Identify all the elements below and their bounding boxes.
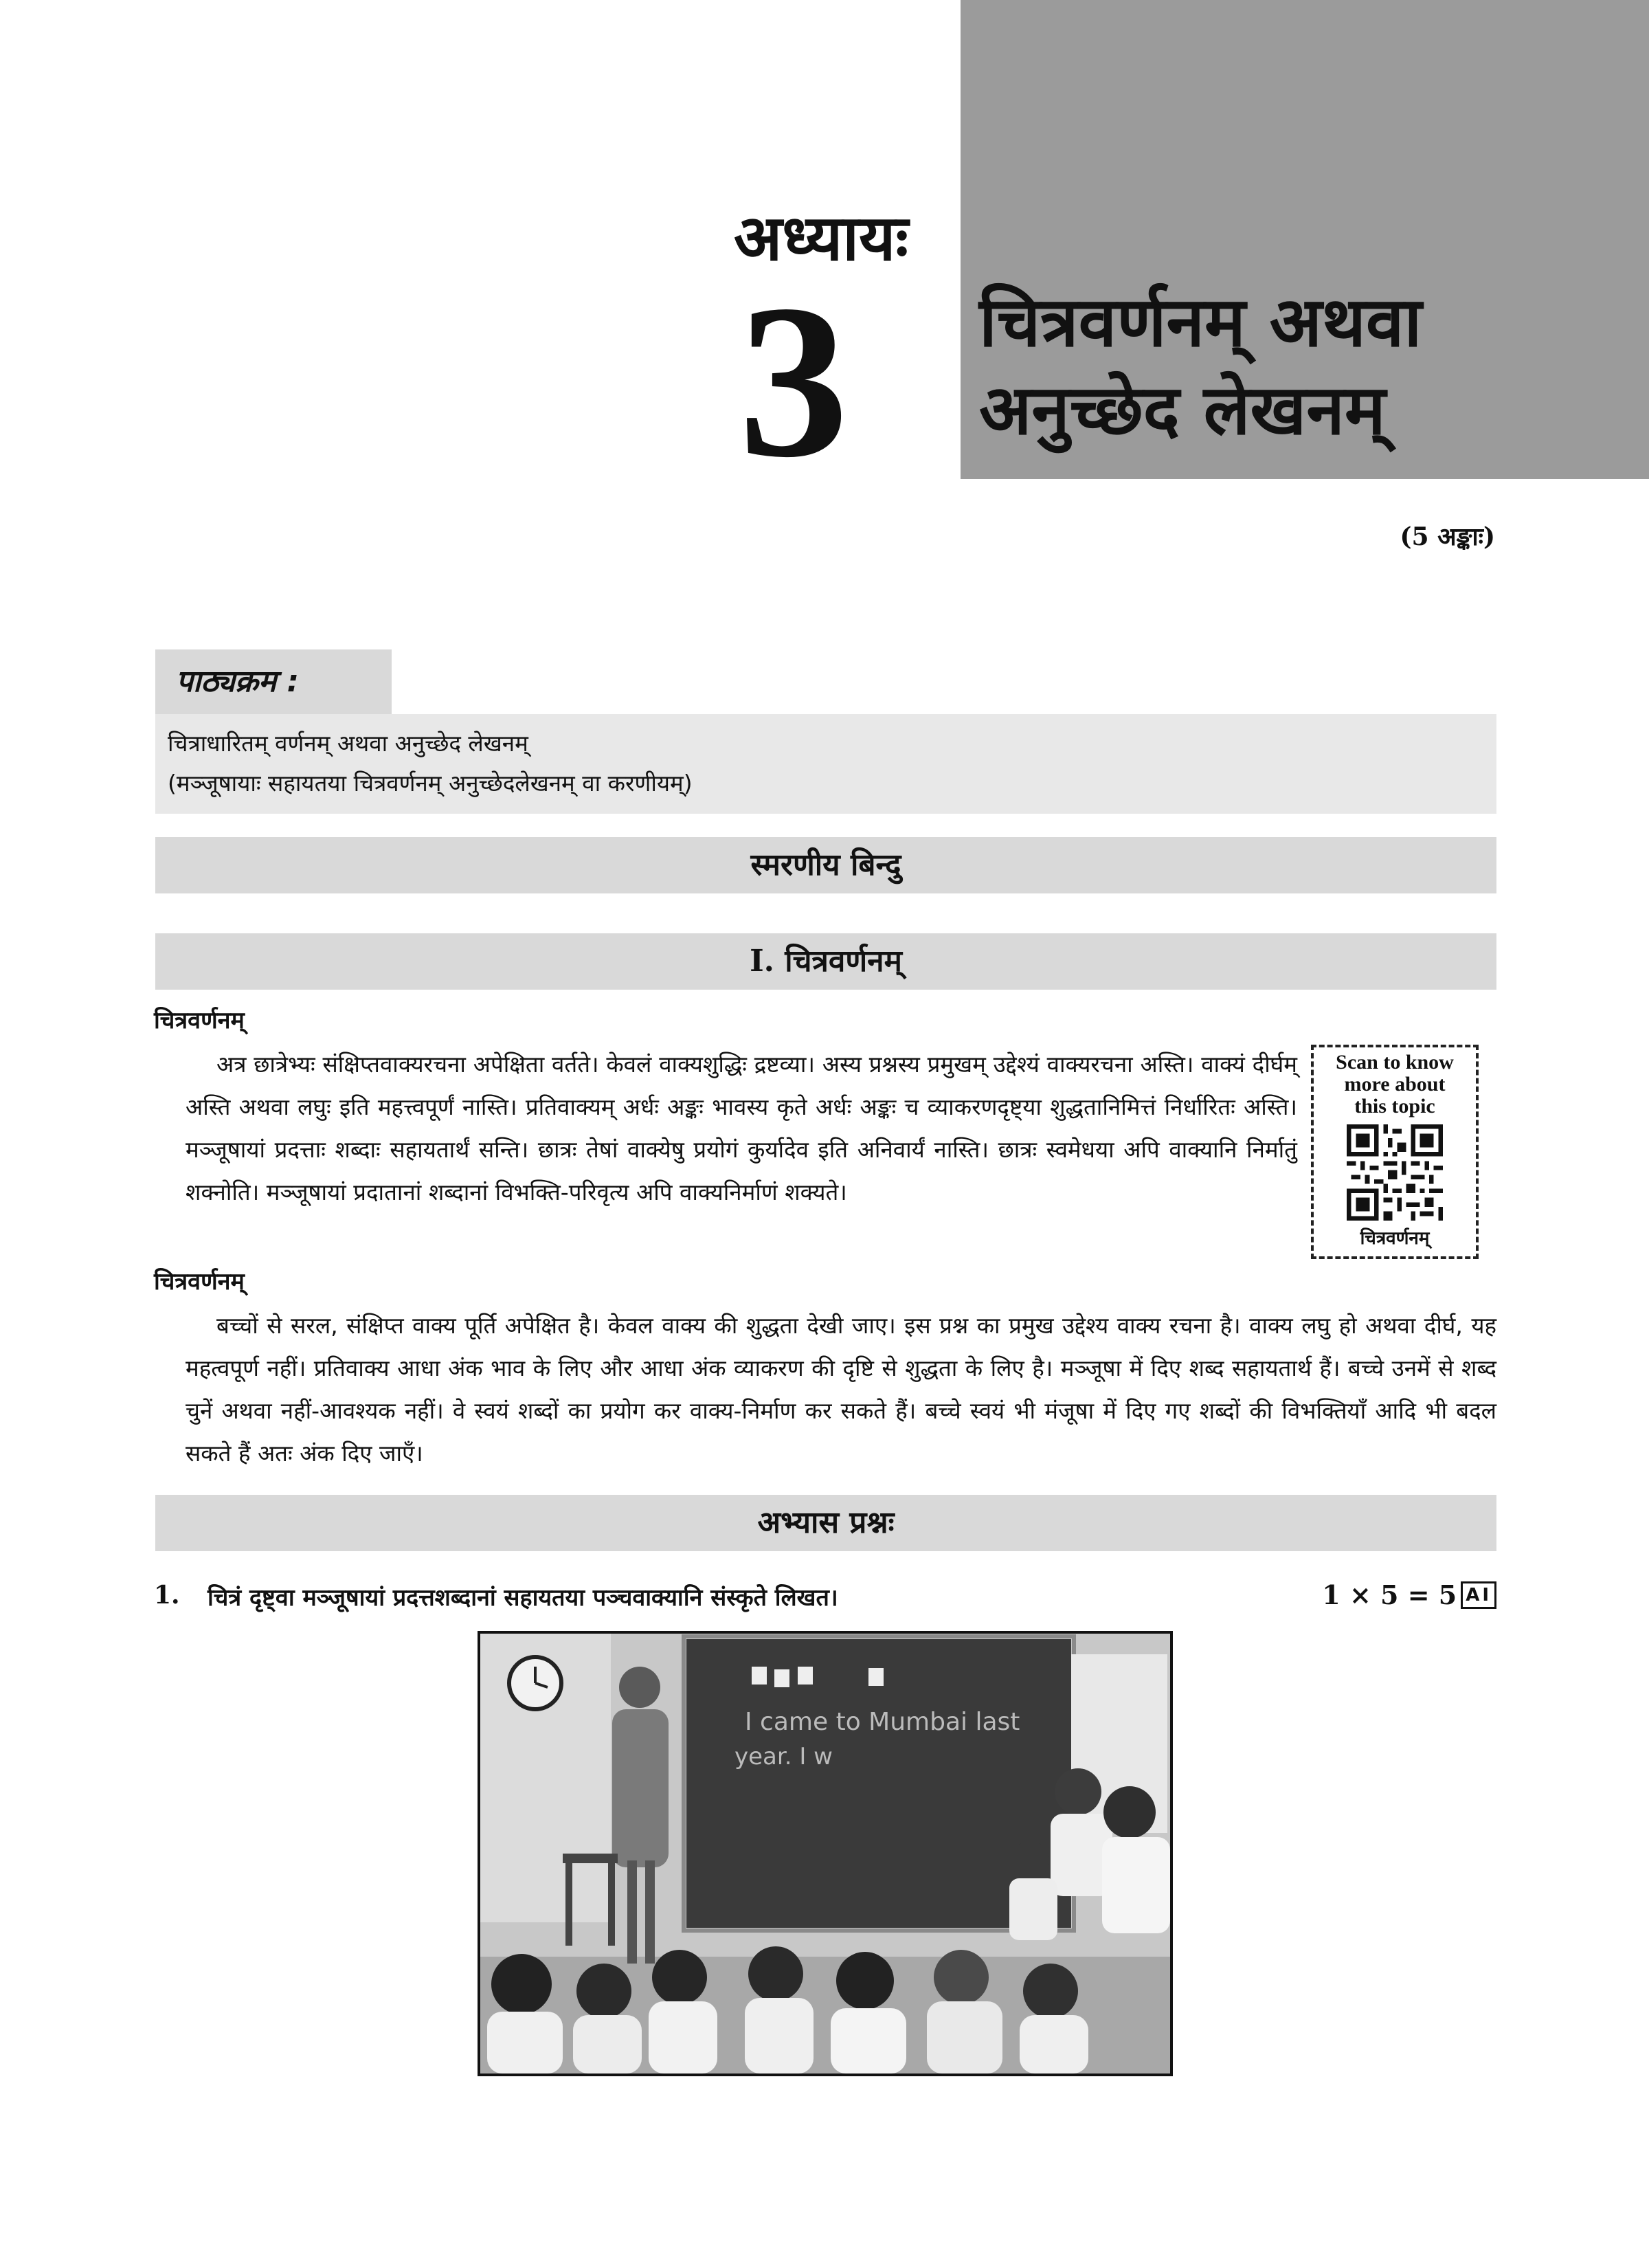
question-marks-value: 1 × 5 = 5 [1322, 1579, 1457, 1610]
chapter-word: अध्यायः [733, 201, 908, 275]
syllabus-line2: (मञ्जूषायाः सहायतया चित्रवर्णनम् अनुच्छेदलेखनम् वा करणीयम्) [168, 770, 693, 797]
practice-band: अभ्यास प्रश्नः [155, 1495, 1496, 1551]
qr-caption-line2: more about [1344, 1073, 1446, 1096]
wall-clock-icon [509, 1657, 561, 1709]
chapter-title-line2: अनुच्छेद लेखनम् [979, 370, 1386, 450]
qr-caption [1314, 1052, 1476, 1118]
qr-caption-line1: Scan to know [1336, 1051, 1454, 1074]
ai-badge-icon: AI [1461, 1581, 1496, 1609]
qr-scan-box[interactable] [1311, 1045, 1479, 1259]
qr-label: चित्रवर्णनम् [1360, 1228, 1430, 1249]
question-marks [1322, 1579, 1496, 1610]
hindi-paragraph: बच्चों से सरल, संक्षिप्त वाक्य पूर्ति अपेक्षित है। केवल वाक्य की शुद्धता देखी जाए। इस प्रश्न का प्रमुख उद्देश्य वाक्य रचना है। वाक्य लघु हो अथवा दीर्घ, यह महत्वपूर्ण नहीं। प्रतिवाक्य आधा अंक भाव के लिए और आधा अंक व्याकरण की दृष्टि से शुद्धता के लिए है। मञ्जूषा में दिए शब्द सहायतार्थ हैं। बच्चे उनमें से शब्द चुनें अथवा नहीं-आवश्यक नहीं। वे स्वयं शब्दों का प्रयोग कर वाक्य-निर्माण कर सकते हैं। बच्चे स्वयं भी मंजूषा में दिए गए शब्दों की विभक्तियाँ आदि भी बदल सकते हैं अतः अंक दिए जाएँ। [186, 1312, 1496, 1467]
syllabus-line1: चित्राधारितम् वर्णनम् अथवा अनुच्छेद लेखनम् [168, 730, 528, 757]
hindi-subheading: चित्रवर्णनम् [154, 1268, 245, 1296]
chapter-number: 3 [739, 260, 849, 503]
section-heading: I. चित्रवर्णनम् [155, 933, 1496, 990]
qr-code-icon[interactable] [1347, 1124, 1443, 1221]
board-text-line1: I came to Mumbai last [745, 1708, 1020, 1736]
syllabus-body [155, 714, 1496, 814]
question-text: चित्रं दृष्ट्वा मञ्जूषायां प्रदत्तशब्दानां सहायतया पञ्चवाक्यानि संस्कृते लिखत। [207, 1584, 838, 1612]
board-text-line2: year. I w [734, 1743, 833, 1770]
chapter-marks: (5 अङ्काः) [1400, 522, 1495, 551]
chapter-title-line1: चित्रवर्णनम् अथवा [979, 282, 1422, 362]
classroom-photo [478, 1631, 1173, 2076]
sanskrit-subheading: चित्रवर्णनम् [154, 1007, 245, 1034]
chapter-title [979, 278, 1632, 454]
remember-points-band: स्मरणीय बिन्दु [155, 837, 1496, 893]
syllabus-heading: पाठ्यक्रम : [155, 649, 392, 714]
sanskrit-paragraph: अत्र छात्रेभ्यः संक्षिप्तवाक्यरचना अपेक्षिता वर्तते। केवलं वाक्यशुद्धिः द्रष्टव्या। अस्य प्रश्नस्य प्रमुखम् उद्देश्यं वाक्यरचना अस्ति। वाक्यं दीर्घम् अस्ति अथवा लघुः इति महत्त्वपूर्णं नास्ति। प्रतिवाक्यम् अर्धः अङ्कः भावस्य कृते अर्धः अङ्कः च व्याकरणदृष्ट्या शुद्धतानिमित्तं निर्धारितः अस्ति। मञ्जूषायां प्रदत्ताः शब्दाः सहायतार्थं सन्ति। छात्रः तेषां वाक्येषु प्रयोगं कुर्यादेव इति अनिवार्यं नास्ति। छात्रः स्वमेधया अपि वाक्यानि निर्मातुं शक्नोति। मञ्जूषायां प्रदातानां शब्दानां विभक्ति-परिवृत्य अपि वाक्यनिर्माणं शक्यते। [186, 1051, 1297, 1205]
question-number: 1. [154, 1581, 180, 1610]
qr-caption-line3: this topic [1354, 1095, 1435, 1118]
